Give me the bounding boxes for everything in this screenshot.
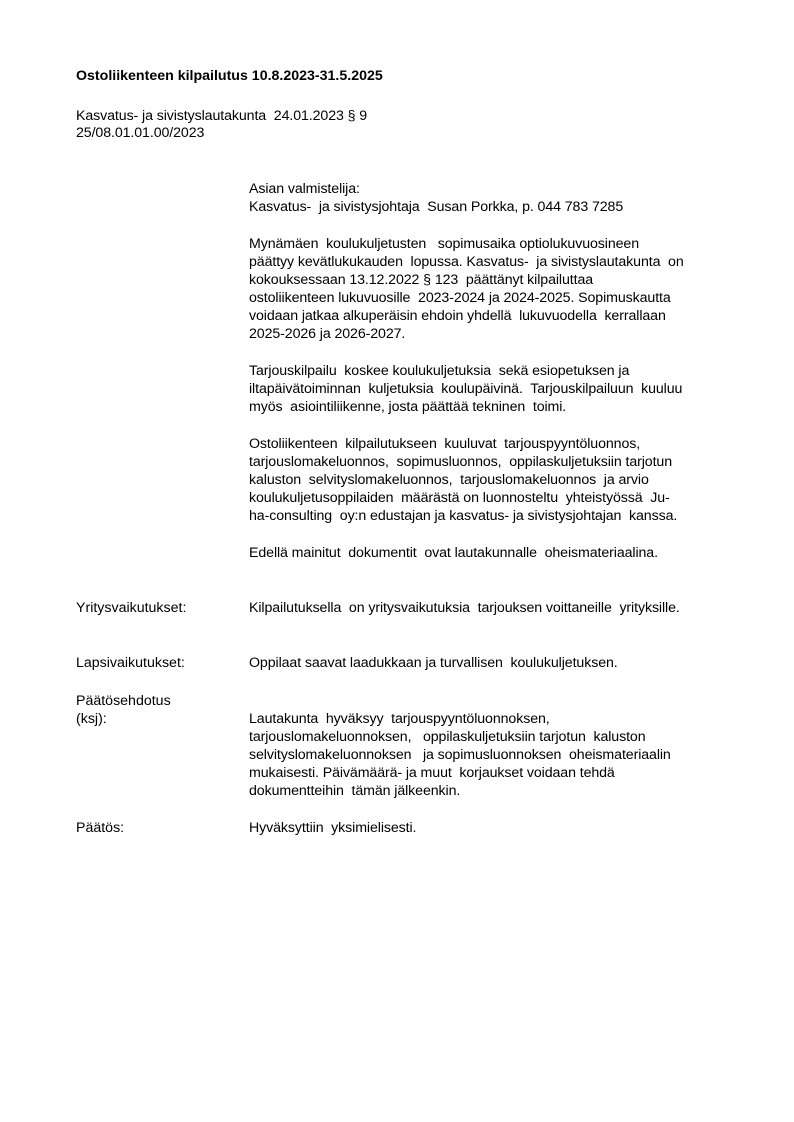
section-text: Oppilaat saavat laadukkaan ja turvallisen koulukuljetuksen. (249, 655, 618, 671)
section-label: Päätösehdotus (76, 693, 171, 709)
section-text: tarjouslomakeluonnoksen, oppilaskuljetuksiin tarjotun kaluston (249, 729, 646, 745)
preparer-name: Kasvatus- ja sivistysjohtaja Susan Porkka, p. 044 783 7285 (249, 199, 624, 215)
section-text: mukaisesti. Päivämäärä- ja muut korjaukset voidaan tehdä (249, 765, 615, 781)
paragraph-line: iltapäivätoiminnan kuljetuksia koulupäivinä. Tarjouskilpailuun kuuluu (249, 381, 683, 397)
section-text: dokumentteihin tämän jälkeenkin. (249, 783, 461, 799)
paragraph-line: kaluston selvityslomakeluonnos, tarjouslomakeluonnos ja arvio (249, 472, 649, 488)
paragraph-line: ha-consulting oy:n edustajan ja kasvatus- ja sivistysjohtajan kanssa. (249, 508, 678, 524)
paragraph-line: Tarjouskilpailu koskee koulukuljetuksia sekä esiopetuksen ja (249, 363, 630, 379)
meeting-line: Kasvatus- ja sivistyslautakunta 24.01.2023 § 9 (76, 108, 368, 124)
paragraph-line: tarjouslomakeluonnos, sopimusluonnos, oppilaskuljetuksiin tarjotun (249, 454, 673, 470)
section-text: Lautakunta hyväksyy tarjouspyyntöluonnoksen, (249, 711, 550, 727)
paragraph-line: voidaan jatkaa alkuperäisin ehdoin yhdellä lukuvuodella kerrallaan (249, 308, 666, 324)
paragraph-line: päättyy kevätlukukauden lopussa. Kasvatus- ja sivistyslautakunta on (249, 254, 684, 270)
section-text: Hyväksyttiin yksimielisesti. (249, 820, 417, 836)
document-title: Ostoliikenteen kilpailutus 10.8.2023-31.5.2025 (76, 68, 383, 84)
paragraph-line: Mynämäen koulukuljetusten sopimusaika optiolukuvuosineen (249, 236, 640, 252)
section-text: selvityslomakeluonnoksen ja sopimusluonnoksen oheismateriaalin (249, 747, 671, 763)
section-label: Lapsivaikutukset: (76, 655, 185, 671)
paragraph-line: 2025-2026 ja 2026-2027. (249, 326, 406, 342)
paragraph-line: myös asiointiliikenne, josta päättää tekninen toimi. (249, 399, 567, 415)
paragraph-line: koulukuljetusoppilaiden määrästä on luonnosteltu yhteistyössä Ju- (249, 490, 670, 506)
paragraph-line: kokouksessaan 13.12.2022 § 123 päättänyt kilpailuttaa (249, 272, 594, 288)
section-text: Kilpailutuksella on yritysvaikutuksia tarjouksen voittaneille yrityksille. (249, 600, 680, 616)
section-label: Päätös: (76, 820, 125, 836)
paragraph-line: Ostoliikenteen kilpailutukseen kuuluvat tarjouspyyntöluonnos, (249, 436, 641, 452)
section-label: Yritysvaikutukset: (76, 600, 187, 616)
paragraph-line: Edellä mainitut dokumentit ovat lautakunnalle oheismateriaalina. (249, 545, 658, 561)
section-label: (ksj): (76, 711, 107, 727)
reference-number: 25/08.01.01.00/2023 (76, 125, 205, 141)
paragraph-line: ostoliikenteen lukuvuosille 2023-2024 ja 2024-2025. Sopimuskautta (249, 290, 671, 306)
preparer-label: Asian valmistelija: (249, 181, 360, 197)
